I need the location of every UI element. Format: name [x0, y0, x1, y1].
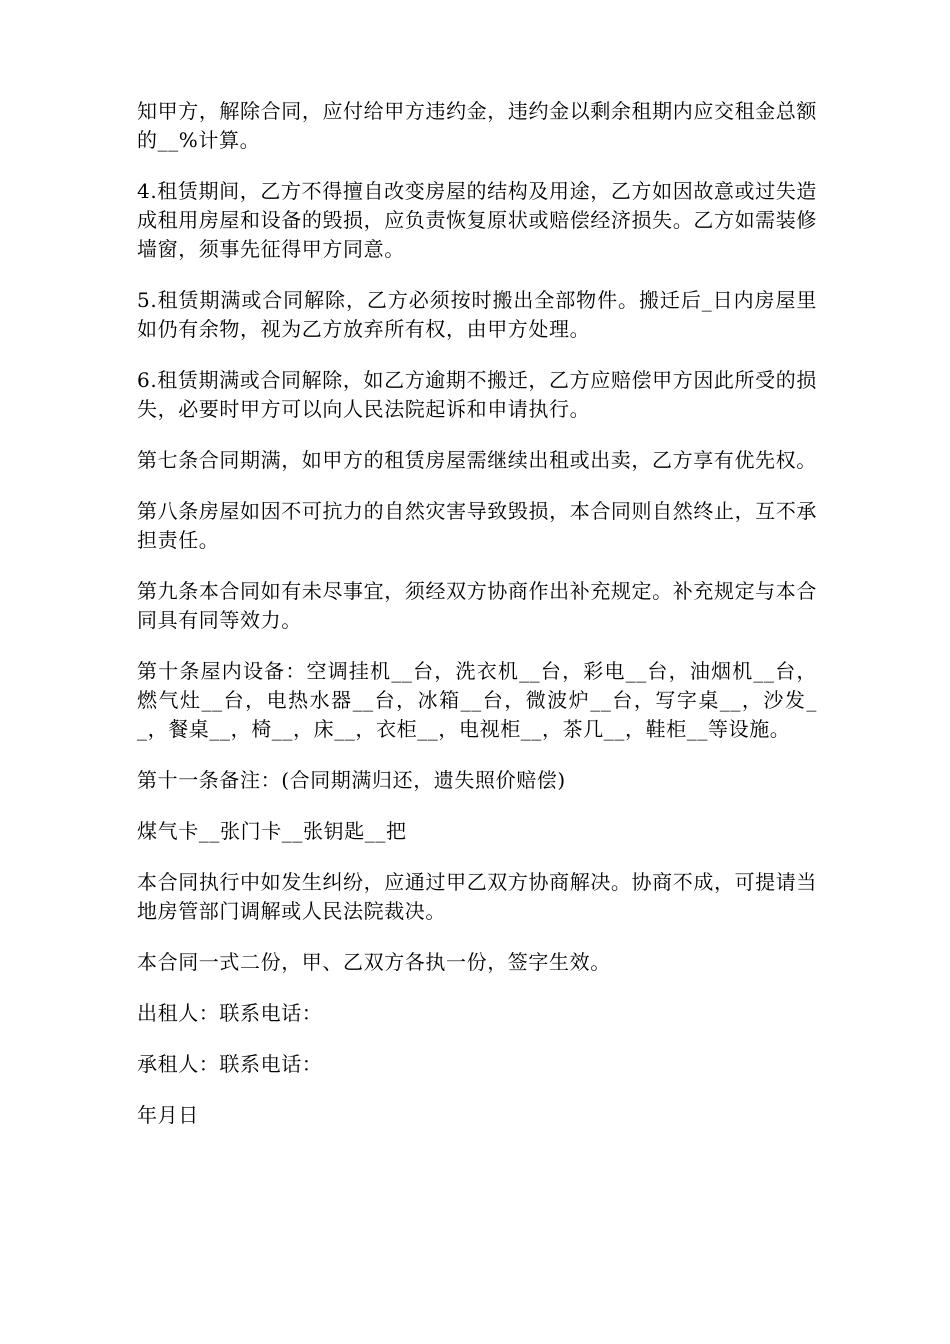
- paragraph-keys-cards: 煤气卡__张门卡__张钥匙__把: [137, 819, 407, 843]
- signature-lessor: 出租人：联系电话：: [137, 1001, 323, 1025]
- paragraph-article-7: 第七条合同期满，如甲方的租赁房屋需继续出租或出卖，乙方享有优先权。: [137, 448, 817, 472]
- paragraph-breach-penalty: 知甲方，解除合同，应付给甲方违约金，违约金以剩余租期内应交租金总额的__%计算。: [137, 99, 817, 152]
- paragraph-copies: 本合同一式二份，甲、乙双方各执一份，签字生效。: [137, 950, 611, 974]
- paragraph-article-10-equipment: 第十条屋内设备：空调挂机__台，洗衣机__台，彩电__台，油烟机__台，燃气灶__台，电热水器__台，冰箱__台，微波炉__台，写字桌__，沙发__，餐桌__，椅__，床__，衣柜__，电视柜__，茶几__，鞋柜__等设施。: [137, 659, 817, 741]
- paragraph-article-11-remarks: 第十一条备注：(合同期满归还，遗失照价赔偿): [137, 768, 566, 792]
- signature-date: 年月日: [137, 1103, 199, 1127]
- paragraph-dispute-resolution: 本合同执行中如发生纠纷，应通过甲乙双方协商解决。协商不成，可提请当地房管部门调解或人民法院裁决。: [137, 870, 817, 923]
- signature-lessee: 承租人：联系电话：: [137, 1052, 323, 1076]
- paragraph-clause-5: 5.租赁期满或合同解除，乙方必须按时搬出全部物件。搬迁后_日内房屋里如仍有余物，视为乙方放弃所有权，由甲方处理。: [137, 288, 817, 341]
- paragraph-clause-4: 4.租赁期间，乙方不得擅自改变房屋的结构及用途，乙方如因故意或过失造成租用房屋和设备的毁损，应负责恢复原状或赔偿经济损失。乙方如需装修墙窗，须事先征得甲方同意。: [137, 179, 817, 261]
- contract-body: [137, 97, 817, 1152]
- paragraph-clause-6: 6.租赁期满或合同解除，如乙方逾期不搬迁，乙方应赔偿甲方因此所受的损失，必要时甲方可以向人民法院起诉和申请执行。: [137, 368, 817, 421]
- paragraph-article-8: 第八条房屋如因不可抗力的自然灾害导致毁损，本合同则自然终止，互不承担责任。: [137, 499, 817, 552]
- paragraph-article-9: 第九条本合同如有未尽事宜，须经双方协商作出补充规定。补充规定与本合同具有同等效力。: [137, 579, 817, 632]
